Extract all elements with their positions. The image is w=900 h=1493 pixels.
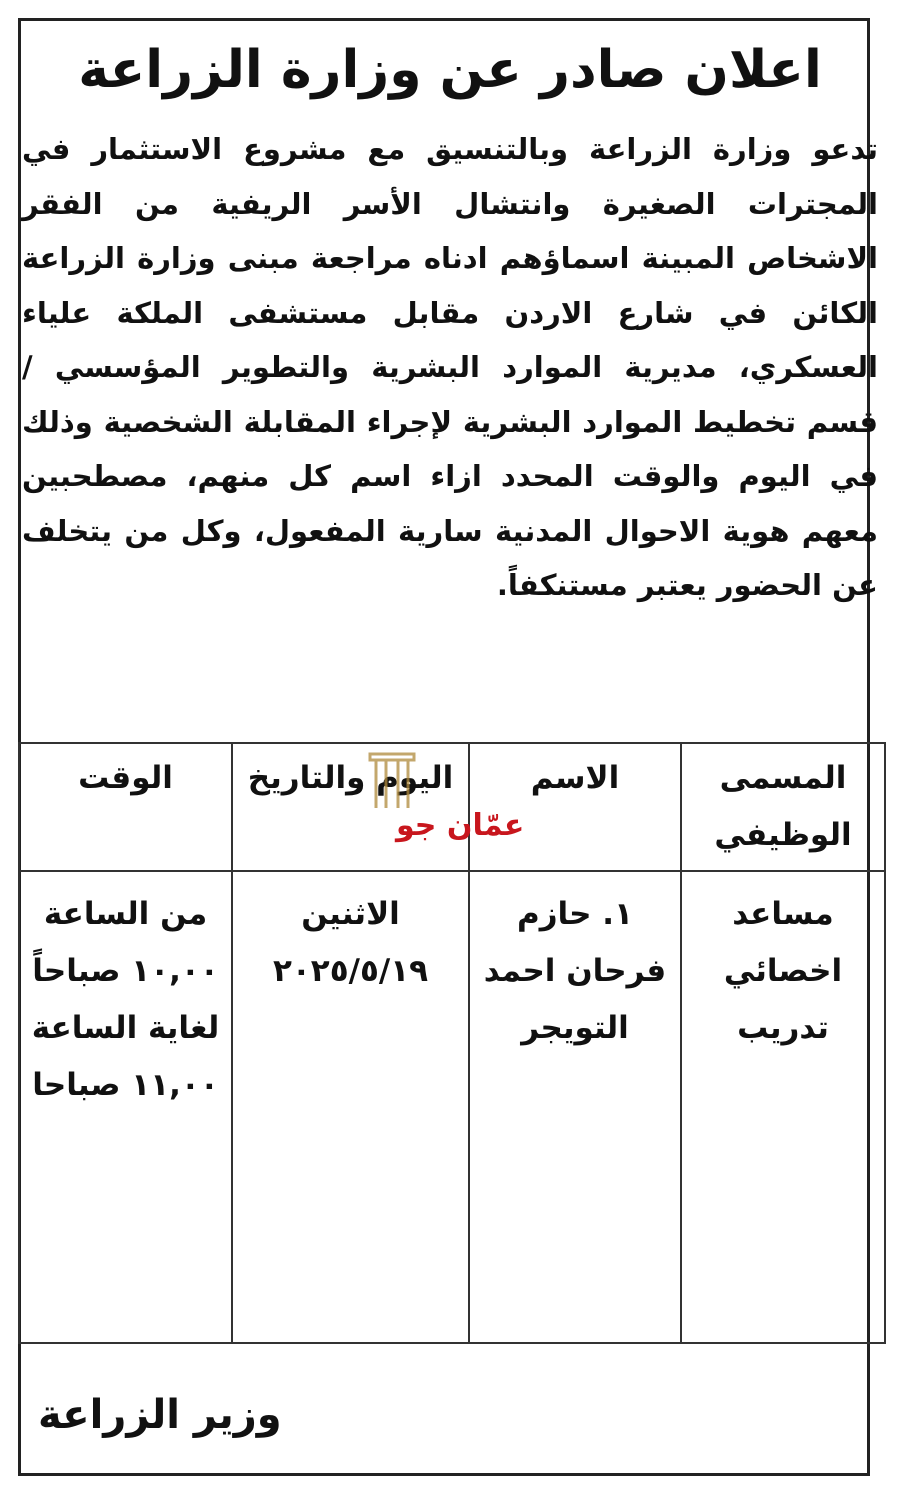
cell-name: ١. حازم فرحان احمد التويجر (469, 871, 681, 1343)
cell-job-title: مساعد اخصائي تدريب (681, 871, 885, 1343)
table-row (19, 871, 885, 1343)
cell-time: من الساعة ١٠,٠٠ صباحاً لغاية الساعة ١١,٠٠ صباحا (19, 871, 232, 1343)
header-name: الاسم (469, 743, 681, 871)
header-day-date: اليوم والتاريخ (232, 743, 469, 871)
header-job-title: المسمى الوظيفي (681, 743, 885, 871)
cell-day-date: الاثنين ٢٠٢٥/٥/١٩ (232, 871, 469, 1343)
header-time: الوقت (19, 743, 232, 871)
announcement-title: اعلان صادر عن وزارة الزراعة (78, 40, 822, 100)
signature-minister: وزير الزراعة (38, 1392, 282, 1438)
watermark-text: عمّان جو (396, 808, 525, 843)
announcement-body: تدعو وزارة الزراعة وبالتنسيق مع مشروع الاستثمار في المجترات الصغيرة وانتشال الأسر الريفية من الفقر الاشخاص المبينة اسماؤهم ادناه مراجعة مبنى وزارة الزراعة الكائن في شارع الاردن مقابل مستشفى الملكة علياء العسكري، مديرية الموارد البشرية والتطوير المؤسسي / قسم تخطيط الموارد البشرية لإجراء المقابلة الشخصية وذلك في اليوم والوقت المحدد ازاء اسم كل منهم، مصطحبين معهم هوية الاحوال المدنية سارية المفعول، وكل من يتخلف عن الحضور يعتبر مستنكفاً. (22, 132, 878, 602)
